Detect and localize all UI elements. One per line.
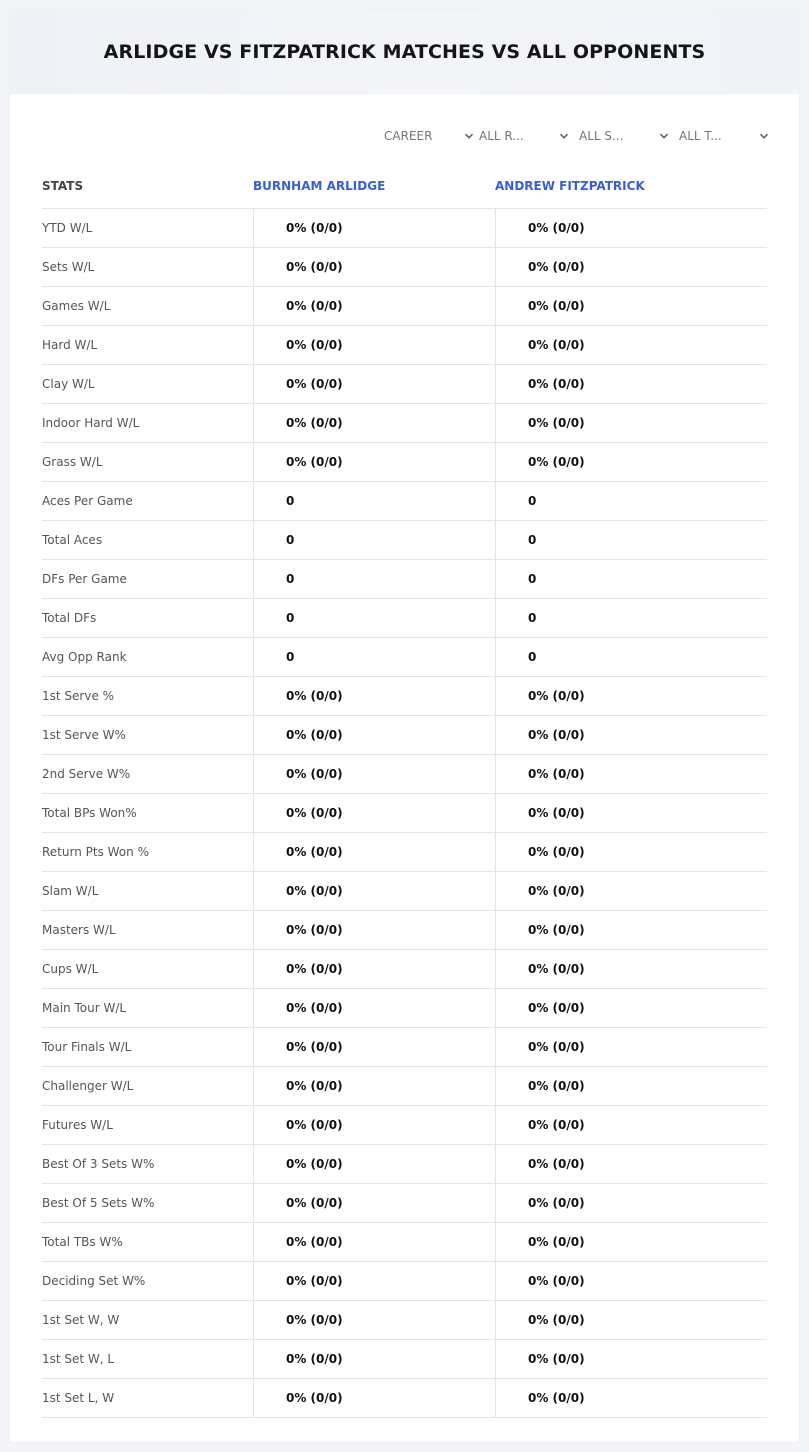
player2-value: 0% (0/0) xyxy=(495,1262,767,1300)
player1-value: 0% (0/0) xyxy=(253,1223,495,1261)
stat-label: Total Aces xyxy=(42,533,103,547)
filter-label: ALL S... xyxy=(579,129,624,143)
player2-value: 0% (0/0) xyxy=(495,365,767,403)
player2-value: 0% (0/0) xyxy=(495,1106,767,1144)
player1-value: 0% (0/0) xyxy=(253,1028,495,1066)
table-row xyxy=(42,989,767,1028)
stat-label: Games W/L xyxy=(42,299,111,313)
stat-label: Cups W/L xyxy=(42,962,99,976)
player2-value: 0% (0/0) xyxy=(495,1301,767,1339)
player1-value: 0% (0/0) xyxy=(253,716,495,754)
chevron-down-icon xyxy=(659,131,669,141)
table-row xyxy=(42,716,767,755)
stat-label: Deciding Set W% xyxy=(42,1274,146,1288)
player1-value: 0% (0/0) xyxy=(253,287,495,325)
player1-value: 0% (0/0) xyxy=(253,443,495,481)
player1-value: 0 xyxy=(253,482,495,520)
stat-label: 1st Set L, W xyxy=(42,1391,115,1405)
table-row xyxy=(42,1184,767,1223)
stats-table xyxy=(42,208,767,1418)
stat-label: Aces Per Game xyxy=(42,494,133,508)
player2-value: 0% (0/0) xyxy=(495,716,767,754)
table-row xyxy=(42,1067,767,1106)
tournament-filter-dropdown[interactable] xyxy=(679,126,769,146)
table-row xyxy=(42,443,767,482)
filter-label: CAREER xyxy=(384,129,433,143)
player1-value: 0% (0/0) xyxy=(253,872,495,910)
player2-value: 0% (0/0) xyxy=(495,677,767,715)
stat-label: YTD W/L xyxy=(42,221,93,235)
table-row xyxy=(42,1223,767,1262)
round-filter-dropdown[interactable] xyxy=(479,126,569,146)
stats-card xyxy=(10,10,799,1442)
stat-label: Best Of 3 Sets W% xyxy=(42,1157,155,1171)
player2-value: 0% (0/0) xyxy=(495,248,767,286)
player1-value: 0% (0/0) xyxy=(253,404,495,442)
player2-value: 0% (0/0) xyxy=(495,911,767,949)
table-row xyxy=(42,365,767,404)
player2-value: 0% (0/0) xyxy=(495,1340,767,1378)
player2-value: 0% (0/0) xyxy=(495,1067,767,1105)
card-header xyxy=(10,10,799,94)
player1-column-header[interactable]: BURNHAM ARLIDGE xyxy=(253,179,386,193)
stat-label: Sets W/L xyxy=(42,260,95,274)
chevron-down-icon xyxy=(464,131,474,141)
table-row xyxy=(42,1028,767,1067)
table-row xyxy=(42,287,767,326)
player1-value: 0% (0/0) xyxy=(253,1184,495,1222)
player1-value: 0 xyxy=(253,521,495,559)
stat-label: Grass W/L xyxy=(42,455,103,469)
player1-value: 0% (0/0) xyxy=(253,755,495,793)
stat-label: Total TBs W% xyxy=(42,1235,123,1249)
stat-label: 1st Serve % xyxy=(42,689,115,703)
player1-value: 0% (0/0) xyxy=(253,248,495,286)
player2-value: 0% (0/0) xyxy=(495,404,767,442)
player2-value: 0% (0/0) xyxy=(495,326,767,364)
stat-label: Masters W/L xyxy=(42,923,116,937)
page-title: ARLIDGE VS FITZPATRICK MATCHES VS ALL OPPONENTS xyxy=(103,41,706,63)
table-row xyxy=(42,833,767,872)
player2-value: 0 xyxy=(495,521,767,559)
table-row xyxy=(42,677,767,716)
player2-column-header[interactable]: ANDREW FITZPATRICK xyxy=(495,179,645,193)
player2-value: 0% (0/0) xyxy=(495,287,767,325)
table-row xyxy=(42,209,767,248)
table-row xyxy=(42,521,767,560)
table-row xyxy=(42,1340,767,1379)
stat-label: Clay W/L xyxy=(42,377,95,391)
table-row xyxy=(42,560,767,599)
table-row xyxy=(42,1145,767,1184)
stat-label: Total DFs xyxy=(42,611,97,625)
player1-value: 0% (0/0) xyxy=(253,677,495,715)
stat-label: Avg Opp Rank xyxy=(42,650,127,664)
player2-value: 0% (0/0) xyxy=(495,833,767,871)
player1-value: 0 xyxy=(253,560,495,598)
player2-value: 0% (0/0) xyxy=(495,755,767,793)
player1-value: 0% (0/0) xyxy=(253,911,495,949)
career-filter-dropdown[interactable] xyxy=(384,126,474,146)
table-row xyxy=(42,755,767,794)
player2-value: 0% (0/0) xyxy=(495,794,767,832)
player2-value: 0 xyxy=(495,560,767,598)
stat-label: 2nd Serve W% xyxy=(42,767,131,781)
table-row xyxy=(42,482,767,521)
player1-value: 0% (0/0) xyxy=(253,365,495,403)
filter-label: ALL R... xyxy=(479,129,524,143)
chevron-down-icon xyxy=(559,131,569,141)
player1-value: 0% (0/0) xyxy=(253,1145,495,1183)
stat-label: Futures W/L xyxy=(42,1118,113,1132)
stat-label: Hard W/L xyxy=(42,338,98,352)
player1-value: 0% (0/0) xyxy=(253,833,495,871)
table-row xyxy=(42,794,767,833)
stat-label: Best Of 5 Sets W% xyxy=(42,1196,155,1210)
player1-value: 0% (0/0) xyxy=(253,209,495,247)
stat-label: Main Tour W/L xyxy=(42,1001,127,1015)
player1-value: 0% (0/0) xyxy=(253,794,495,832)
player2-value: 0 xyxy=(495,638,767,676)
stat-label: Challenger W/L xyxy=(42,1079,134,1093)
player1-value: 0% (0/0) xyxy=(253,1301,495,1339)
player2-value: 0% (0/0) xyxy=(495,872,767,910)
table-row xyxy=(42,1379,767,1418)
player1-value: 0% (0/0) xyxy=(253,1106,495,1144)
filter-label: ALL T... xyxy=(679,129,722,143)
player1-value: 0% (0/0) xyxy=(253,1262,495,1300)
table-row xyxy=(42,638,767,677)
table-row xyxy=(42,599,767,638)
player1-value: 0% (0/0) xyxy=(253,1379,495,1417)
player2-value: 0% (0/0) xyxy=(495,1145,767,1183)
player2-value: 0% (0/0) xyxy=(495,1028,767,1066)
player2-value: 0% (0/0) xyxy=(495,989,767,1027)
player2-value: 0% (0/0) xyxy=(495,209,767,247)
stats-column-header: STATS xyxy=(42,179,84,193)
player1-value: 0 xyxy=(253,638,495,676)
player1-value: 0% (0/0) xyxy=(253,1340,495,1378)
stat-label: Slam W/L xyxy=(42,884,99,898)
player2-value: 0% (0/0) xyxy=(495,443,767,481)
table-row xyxy=(42,404,767,443)
player2-value: 0 xyxy=(495,599,767,637)
surface-filter-dropdown[interactable] xyxy=(579,126,669,146)
player1-value: 0% (0/0) xyxy=(253,326,495,364)
player2-value: 0 xyxy=(495,482,767,520)
player2-value: 0% (0/0) xyxy=(495,1184,767,1222)
player1-value: 0% (0/0) xyxy=(253,950,495,988)
player2-value: 0% (0/0) xyxy=(495,950,767,988)
stat-label: Return Pts Won % xyxy=(42,845,149,859)
player1-value: 0% (0/0) xyxy=(253,1067,495,1105)
chevron-down-icon xyxy=(759,131,769,141)
player1-value: 0% (0/0) xyxy=(253,989,495,1027)
table-row xyxy=(42,1106,767,1145)
stat-label: Total BPs Won% xyxy=(42,806,137,820)
table-row xyxy=(42,1262,767,1301)
stat-label: 1st Serve W% xyxy=(42,728,126,742)
table-row xyxy=(42,248,767,287)
table-row xyxy=(42,911,767,950)
table-row xyxy=(42,950,767,989)
player2-value: 0% (0/0) xyxy=(495,1223,767,1261)
player1-value: 0 xyxy=(253,599,495,637)
stat-label: 1st Set W, L xyxy=(42,1352,115,1366)
stat-label: 1st Set W, W xyxy=(42,1313,120,1327)
table-row xyxy=(42,326,767,365)
stat-label: DFs Per Game xyxy=(42,572,127,586)
table-row xyxy=(42,872,767,911)
stat-label: Tour Finals W/L xyxy=(42,1040,132,1054)
player2-value: 0% (0/0) xyxy=(495,1379,767,1417)
stat-label: Indoor Hard W/L xyxy=(42,416,140,430)
table-row xyxy=(42,1301,767,1340)
